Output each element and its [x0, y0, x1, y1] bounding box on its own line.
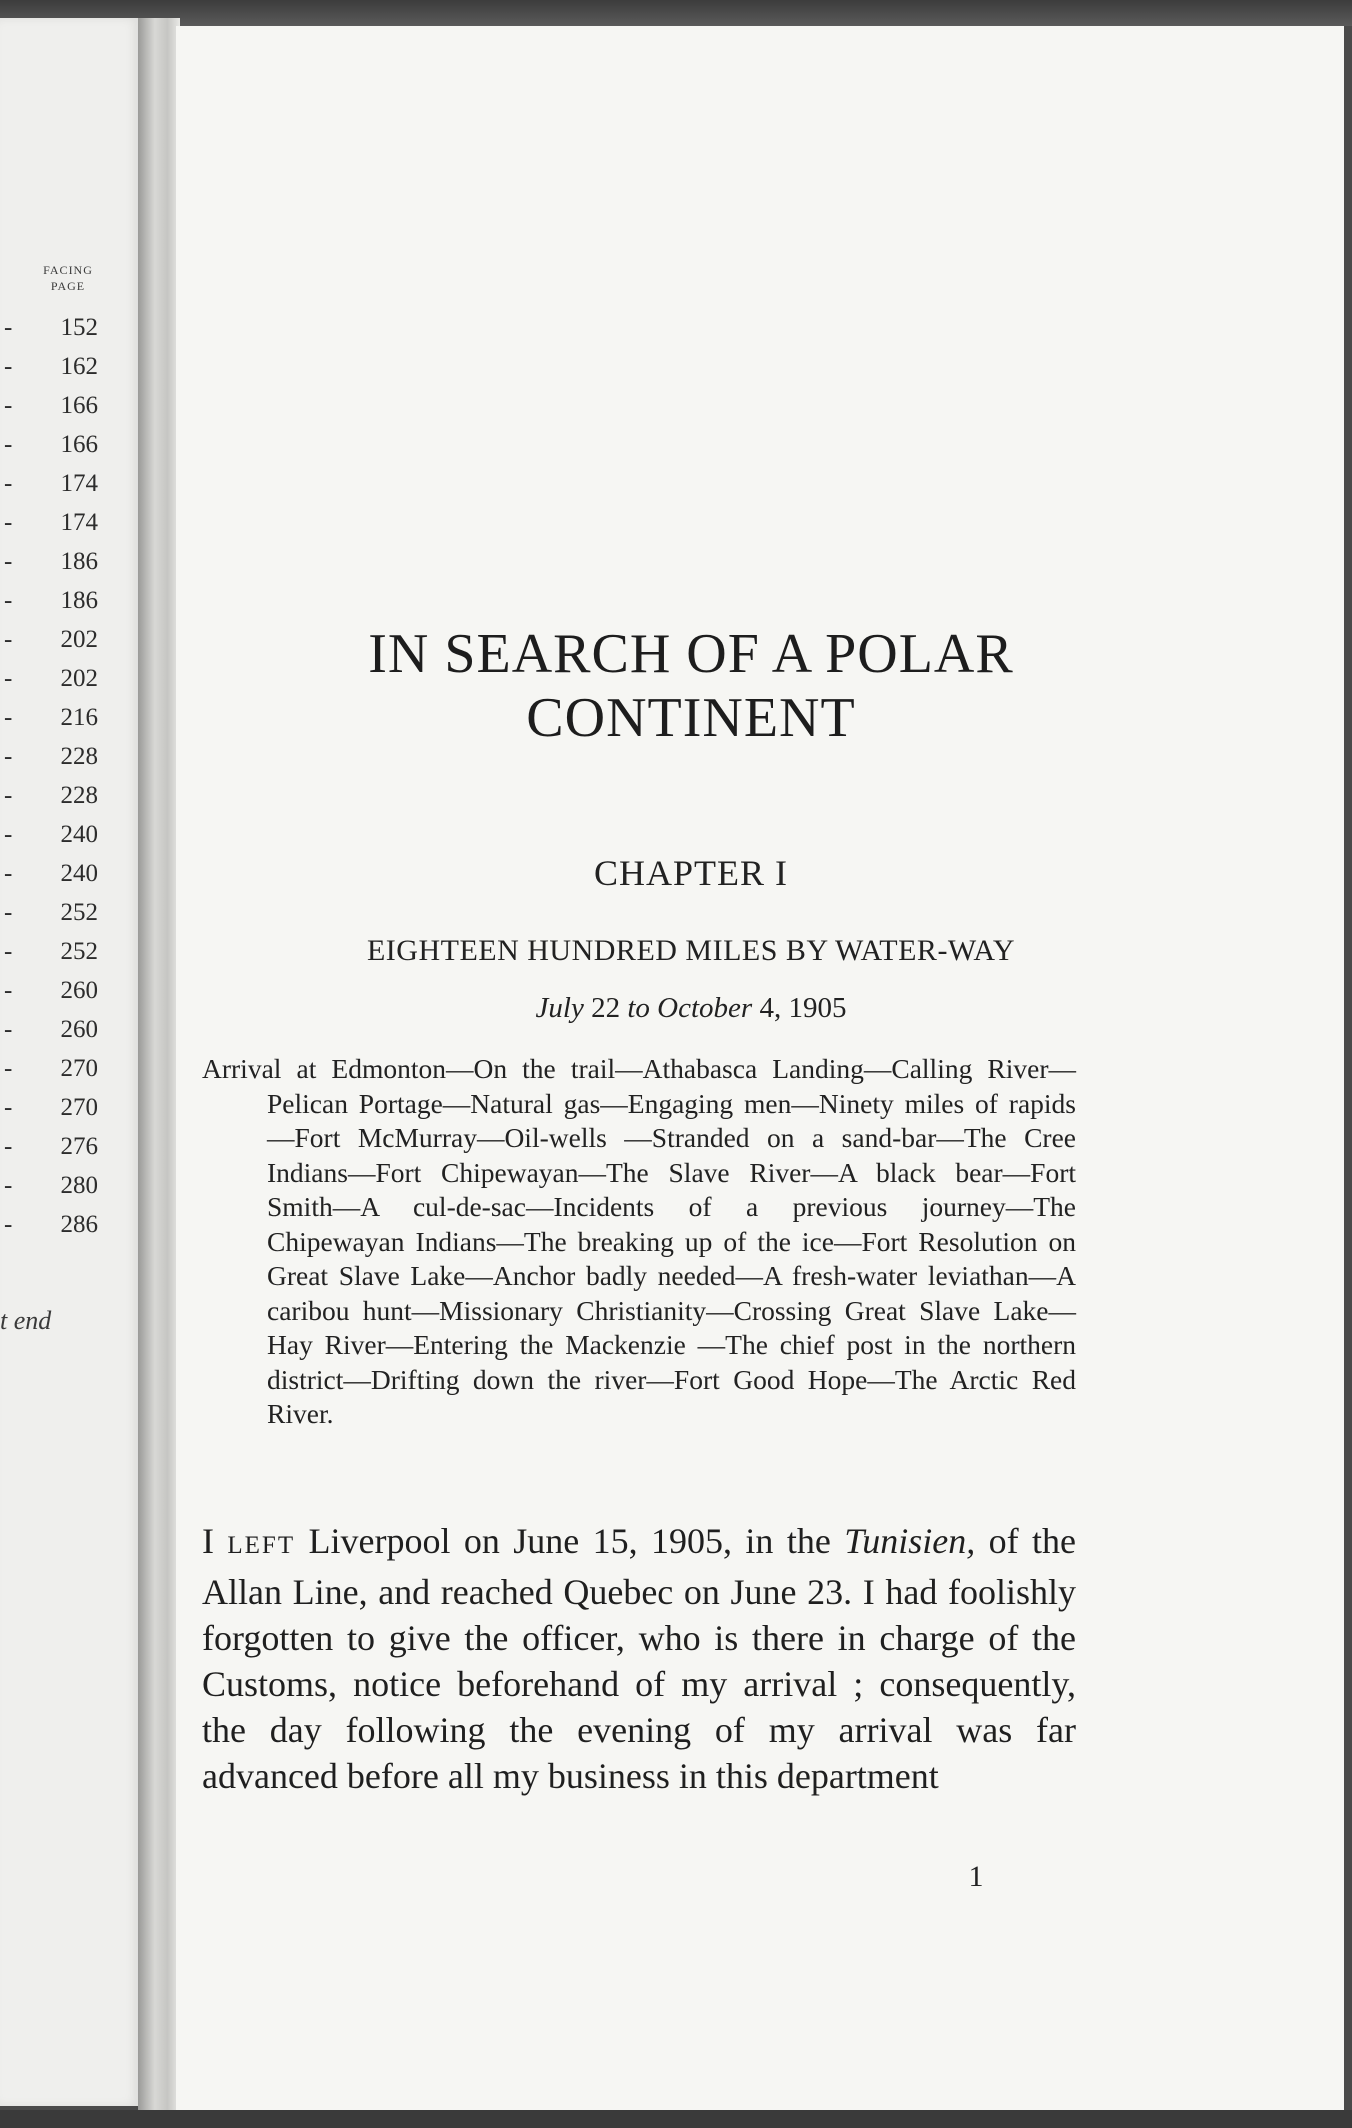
ship-name: Tunisien, [844, 1521, 976, 1561]
facing-page-number: 280 [60, 1172, 98, 1199]
book-title [176, 622, 1206, 750]
facing-page-number-row [0, 425, 110, 464]
leader-dash: - [4, 665, 13, 692]
facing-page-number: 286 [60, 1211, 98, 1238]
facing-page-number-row [0, 581, 110, 620]
page-number: 1 [968, 1860, 984, 1893]
facing-page-number: 270 [60, 1055, 98, 1082]
facing-page-number-row [0, 737, 110, 776]
facing-page-number: 260 [60, 1016, 98, 1043]
facing-page-number-row [0, 1088, 110, 1127]
left-page [0, 18, 140, 2106]
book-title-line: IN SEARCH OF A POLAR [368, 623, 1014, 685]
leader-dash: - [4, 548, 13, 575]
facing-page-number-row [0, 386, 110, 425]
facing-page-number: 228 [60, 743, 98, 770]
facing-page-number: 166 [60, 392, 98, 419]
leader-dash: - [4, 938, 13, 965]
leader-dash: - [4, 1055, 13, 1082]
leader-dash: - [4, 899, 13, 926]
date-text-italic: to October [627, 992, 753, 1024]
leader-dash: - [4, 743, 13, 770]
facing-page-number-row [0, 464, 110, 503]
facing-page-number: 276 [60, 1133, 98, 1160]
facing-page-number: 270 [60, 1094, 98, 1121]
leader-dash: - [4, 1211, 13, 1238]
facing-header-line: PAGE [50, 279, 86, 293]
chapter-number: CHAPTER I [593, 853, 788, 893]
facing-page-number: 240 [60, 821, 98, 848]
facing-page-number-row [0, 542, 110, 581]
book-spine-gutter [138, 18, 180, 2110]
leader-dash: - [4, 1133, 13, 1160]
chapter-title: EIGHTEEN HUNDRED MILES BY WATER-WAY [366, 934, 1015, 967]
facing-page-number-row [0, 308, 110, 347]
facing-page-number-row [0, 620, 110, 659]
leader-dash: - [4, 314, 13, 341]
facing-page-number-row [0, 503, 110, 542]
facing-page-number: 174 [60, 509, 98, 536]
leader-dash: - [4, 587, 13, 614]
date-text-italic: July [535, 992, 584, 1024]
date-text: 4, 1905 [752, 992, 847, 1024]
facing-page-number-row [0, 1010, 110, 1049]
left-page-text-fragment: t end [0, 1306, 52, 1335]
facing-page-number: 216 [60, 704, 98, 731]
leader-dash: - [4, 626, 13, 653]
facing-page-number: 162 [60, 353, 98, 380]
leader-dash: - [4, 1094, 13, 1121]
facing-page-number-row [0, 1049, 110, 1088]
leader-dash: - [4, 470, 13, 497]
facing-page-number-row [0, 1166, 110, 1205]
leader-dash: - [4, 1016, 13, 1043]
leader-dash: - [4, 1172, 13, 1199]
facing-page-number: 186 [60, 587, 98, 614]
facing-page-number: 228 [60, 782, 98, 809]
leader-dash: - [4, 782, 13, 809]
facing-page-number-row [0, 893, 110, 932]
leader-dash: - [4, 821, 13, 848]
facing-page-number: 186 [60, 548, 98, 575]
chapter-synopsis: Arrival at Edmonton—On the trail—Athabasca Landing—Calling River—Pelican Portage—Natural gas—Engaging men—Ninety miles of rapids—Fort McMurray—Oil-wells —Stranded on a sand-bar—The Cree Indians—Fort Chipewayan—The Slave River—A black bear—Fort Smith—A cul-de-sac—Incidents of a previous journey—The Chipewayan Indians—The breaking up of the ice—Fort Resolution on Great Slave Lake—Anchor badly needed—A fresh-water leviathan—A caribou hunt—Missionary Christianity—Crossing Great Slave Lake—Hay River—Entering the Mackenzie —The chief post in the northern district—Drifting down the river—Fort Good Hope—The Arctic Red River. [202, 1053, 1076, 1429]
body-first-word: I [202, 1521, 228, 1561]
leader-dash: - [4, 977, 13, 1004]
facing-page-number: 202 [60, 626, 98, 653]
leader-dash: - [4, 353, 13, 380]
facing-page-number: 252 [60, 938, 98, 965]
body-text-run: Liverpool on June 15, 1905, in the [295, 1521, 845, 1561]
leader-dash: - [4, 704, 13, 731]
date-text: 22 [583, 992, 628, 1024]
facing-page-number: 174 [60, 470, 98, 497]
right-page [176, 26, 1344, 2120]
facing-page-number-row [0, 854, 110, 893]
facing-page-header [28, 262, 108, 294]
body-smallcaps-word: LEFT [227, 1532, 296, 1559]
facing-page-number: 260 [60, 977, 98, 1004]
leader-dash: - [4, 392, 13, 419]
bottom-scan-edge [0, 2110, 1352, 2128]
facing-page-number-row [0, 971, 110, 1010]
facing-page-number-row [0, 659, 110, 698]
facing-page-number-row [0, 776, 110, 815]
facing-page-number: 202 [60, 665, 98, 692]
facing-page-number: 152 [60, 314, 98, 341]
facing-page-number-row [0, 815, 110, 854]
chapter-dates [176, 992, 1206, 1025]
facing-page-number: 240 [60, 860, 98, 887]
leader-dash: - [4, 509, 13, 536]
body-paragraph [202, 1518, 1076, 1799]
top-scan-edge [0, 0, 1352, 26]
facing-page-number: 166 [60, 431, 98, 458]
facing-page-number-row [0, 1127, 110, 1166]
facing-page-number-row [0, 698, 110, 737]
facing-page-number-row [0, 1205, 110, 1244]
facing-page-number: 252 [60, 899, 98, 926]
book-title-line: CONTINENT [526, 687, 856, 749]
leader-dash: - [4, 431, 13, 458]
facing-page-number-list [0, 308, 110, 1244]
body-text-run: of the Allan Line, and reached Quebec on June 23. I had foolishly forgotten to give the officer, who is there in charge of the Customs, notice beforehand of my arrival ; consequently, the day following the evening of my arrival was far advanced before all my business in this department [202, 1521, 1076, 1796]
facing-page-number-row [0, 347, 110, 386]
leader-dash: - [4, 860, 13, 887]
facing-header-line: FACING [43, 263, 93, 277]
facing-page-number-row [0, 932, 110, 971]
